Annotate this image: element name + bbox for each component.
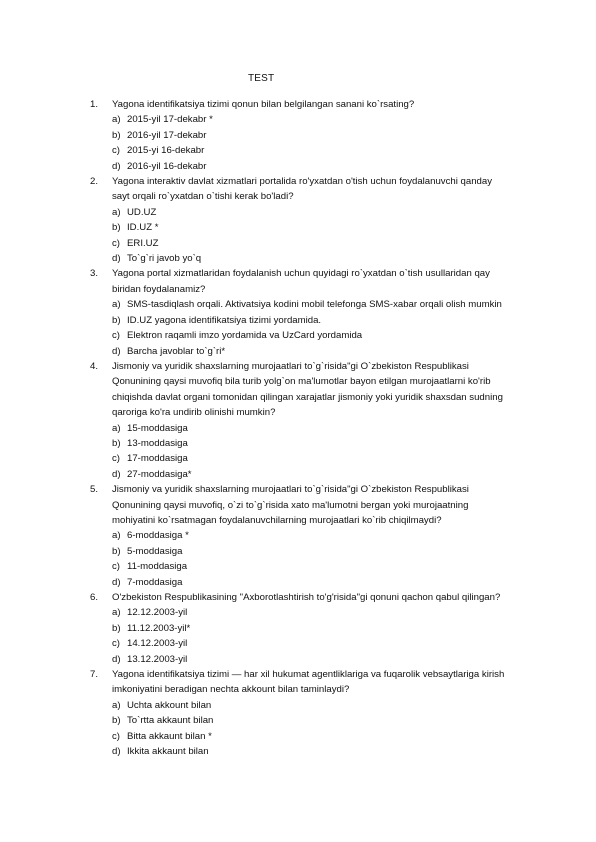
option-text: 15-moddasiga [127, 422, 188, 434]
question-item [0, 667, 596, 698]
question-text: Yagona identifikatsiya tizimi qonun bilan belgilangan sanani ko`rsating? [112, 99, 415, 110]
option-letter: a) [112, 114, 121, 126]
answer-option [0, 251, 596, 266]
answer-option [0, 744, 596, 759]
question-number: 2. [90, 176, 99, 188]
option-text: SMS-tasdiqlash orqali. Aktivatsiya kodini mobil telefonga SMS-xabar orqali olish mumkin [127, 299, 502, 311]
option-letter: d) [112, 653, 121, 665]
question-text: Qonunining qaysi muvofiq, o`zi to`g`risida xato ma'lumotni bergan yoki murojaatning [112, 499, 469, 511]
question-item [0, 590, 596, 605]
question-text: Qonunining qaysi muvofiq bila turib yolg`on ma'lumotlar bayon etilgan murojaatlarni ko'rib [112, 376, 491, 388]
option-text: 2015-yi 16-dekabr [127, 145, 205, 157]
page-title: TEST [248, 73, 275, 84]
option-letter: b) [112, 314, 121, 326]
option-text: 13-moddasiga [127, 437, 188, 449]
option-text: 6-moddasiga * [127, 530, 189, 542]
option-letter: a) [112, 299, 121, 311]
option-text: 14.12.2003-yil [127, 638, 188, 650]
answer-option [0, 313, 596, 328]
option-letter: d) [112, 746, 121, 758]
question-item [0, 174, 596, 205]
answer-option [0, 143, 596, 158]
answer-option [0, 652, 596, 667]
option-text: 13.12.2003-yil [127, 653, 188, 665]
question-number: 4. [90, 360, 99, 372]
option-text: 7-moddasiga [127, 576, 183, 588]
question-number: 5. [90, 484, 99, 496]
answer-option [0, 128, 596, 143]
option-text: ID.UZ * [127, 222, 159, 234]
question-text: Yagona interaktiv davlat xizmatlari portalida ro'yxatdan o'tish uchun foydalanuvchi qanday [112, 176, 492, 188]
answer-option [0, 544, 596, 559]
option-letter: d) [112, 253, 121, 265]
option-text: 11.12.2003-yil* [127, 622, 191, 634]
option-text: ERI.UZ [127, 237, 159, 249]
option-letter: c) [112, 561, 120, 573]
answer-option [0, 621, 596, 636]
answer-option [0, 220, 596, 235]
answer-option [0, 698, 596, 713]
option-text: Ikkita akkaunt bilan [127, 746, 209, 758]
option-letter: d) [112, 345, 121, 357]
question-list [0, 97, 596, 759]
answer-option [0, 713, 596, 728]
option-letter: b) [112, 622, 121, 634]
option-text: 5-moddasiga [127, 545, 183, 557]
option-letter: a) [112, 607, 121, 619]
option-letter: c) [112, 330, 120, 342]
question-item [0, 482, 596, 528]
answer-option [0, 205, 596, 220]
option-text: 2016-yil 17-dekabr [127, 129, 207, 141]
question-text: O'zbekiston Respublikasining "Axborotlashtirish to'g'risida"gi qonuni qachon qabul qilingan? [112, 592, 501, 603]
option-letter: c) [112, 453, 120, 465]
answer-option [0, 236, 596, 251]
option-text: 12.12.2003-yil [127, 607, 188, 619]
option-letter: b) [112, 437, 121, 449]
option-letter: d) [112, 160, 121, 172]
question-number: 6. [90, 592, 99, 603]
answer-option [0, 575, 596, 590]
question-text: Yagona identifikatsiya tizimi — har xil hukumat agentliklariga va fuqarolik vebsaytlariga kirish [112, 669, 505, 681]
option-text: 11-moddasiga [127, 561, 188, 573]
answer-option [0, 328, 596, 343]
answer-option [0, 344, 596, 359]
option-letter: a) [112, 206, 121, 218]
option-text: 2015-yil 17-dekabr * [127, 114, 213, 126]
option-text: To`g`ri javob yo`q [127, 253, 202, 265]
answer-option [0, 112, 596, 127]
option-text: To`rtta akkaunt bilan [127, 715, 214, 727]
option-text: UD.UZ [127, 206, 157, 218]
answer-option [0, 729, 596, 744]
option-letter: c) [112, 638, 120, 650]
answer-option [0, 467, 596, 482]
option-text: Uchta akkount bilan [127, 699, 212, 711]
question-item [0, 97, 596, 112]
option-text: Elektron raqamli imzo yordamida va UzCard yordamida [127, 330, 363, 342]
option-letter: d) [112, 576, 121, 588]
answer-option [0, 436, 596, 451]
question-text: Jismoniy va yuridik shaxslarning murojaatlari to`g`risida"gi O`zbekiston Respublikasi [112, 484, 469, 496]
option-letter: b) [112, 715, 121, 727]
option-letter: b) [112, 545, 121, 557]
question-text: sayt orqali ro`yxatdan o`tishi kerak bo'ladi? [112, 191, 294, 203]
question-item [0, 266, 596, 297]
option-letter: c) [112, 145, 120, 157]
option-letter: b) [112, 129, 121, 141]
question-number: 1. [90, 99, 99, 110]
answer-option [0, 559, 596, 574]
option-text: 27-moddasiga* [127, 468, 192, 480]
option-text: Bitta akkaunt bilan * [127, 730, 212, 742]
answer-option [0, 451, 596, 466]
answer-option [0, 159, 596, 174]
option-text: 17-moddasiga [127, 453, 188, 465]
answer-option [0, 636, 596, 651]
question-number: 7. [90, 669, 99, 681]
answer-option [0, 605, 596, 620]
answer-option [0, 528, 596, 543]
question-text: Yagona portal xizmatlaridan foydalanish uchun quyidagi ro`yxatdan o`tish usullaridan qay [112, 268, 490, 280]
option-letter: a) [112, 530, 121, 542]
option-text: ID.UZ yagona identifikatsiya tizimi yordamida. [127, 314, 322, 326]
option-letter: c) [112, 730, 120, 742]
option-letter: d) [112, 468, 121, 480]
option-text: 2016-yil 16-dekabr [127, 160, 207, 172]
question-text: imkoniyatini beradigan nechta akkount bilan taminlaydi? [112, 684, 350, 696]
option-letter: a) [112, 422, 121, 434]
question-number: 3. [90, 268, 99, 280]
question-text: qaroriga ko'ra undirib olinishi mumkin? [112, 407, 276, 419]
question-text: chiqishda davlat organi tomonidan qilingan xarajatlar jismoniy yoki yuridik shaxsdan sudning [112, 391, 503, 403]
option-text: Barcha javoblar to`g`ri* [127, 345, 226, 357]
option-letter: b) [112, 222, 121, 234]
answer-option [0, 297, 596, 312]
question-text: mohiyatini ko`rsatmagan foydalanuvchilarning murojaatlari ko`rib chiqilmaydi? [112, 514, 442, 526]
question-text: biridan foydalanamiz? [112, 283, 206, 295]
option-letter: a) [112, 699, 121, 711]
answer-option [0, 421, 596, 436]
question-item [0, 359, 596, 421]
question-text: Jismoniy va yuridik shaxslarning murojaatlari to`g`risida"gi O`zbekiston Respublikasi [112, 360, 469, 372]
option-letter: c) [112, 237, 120, 249]
